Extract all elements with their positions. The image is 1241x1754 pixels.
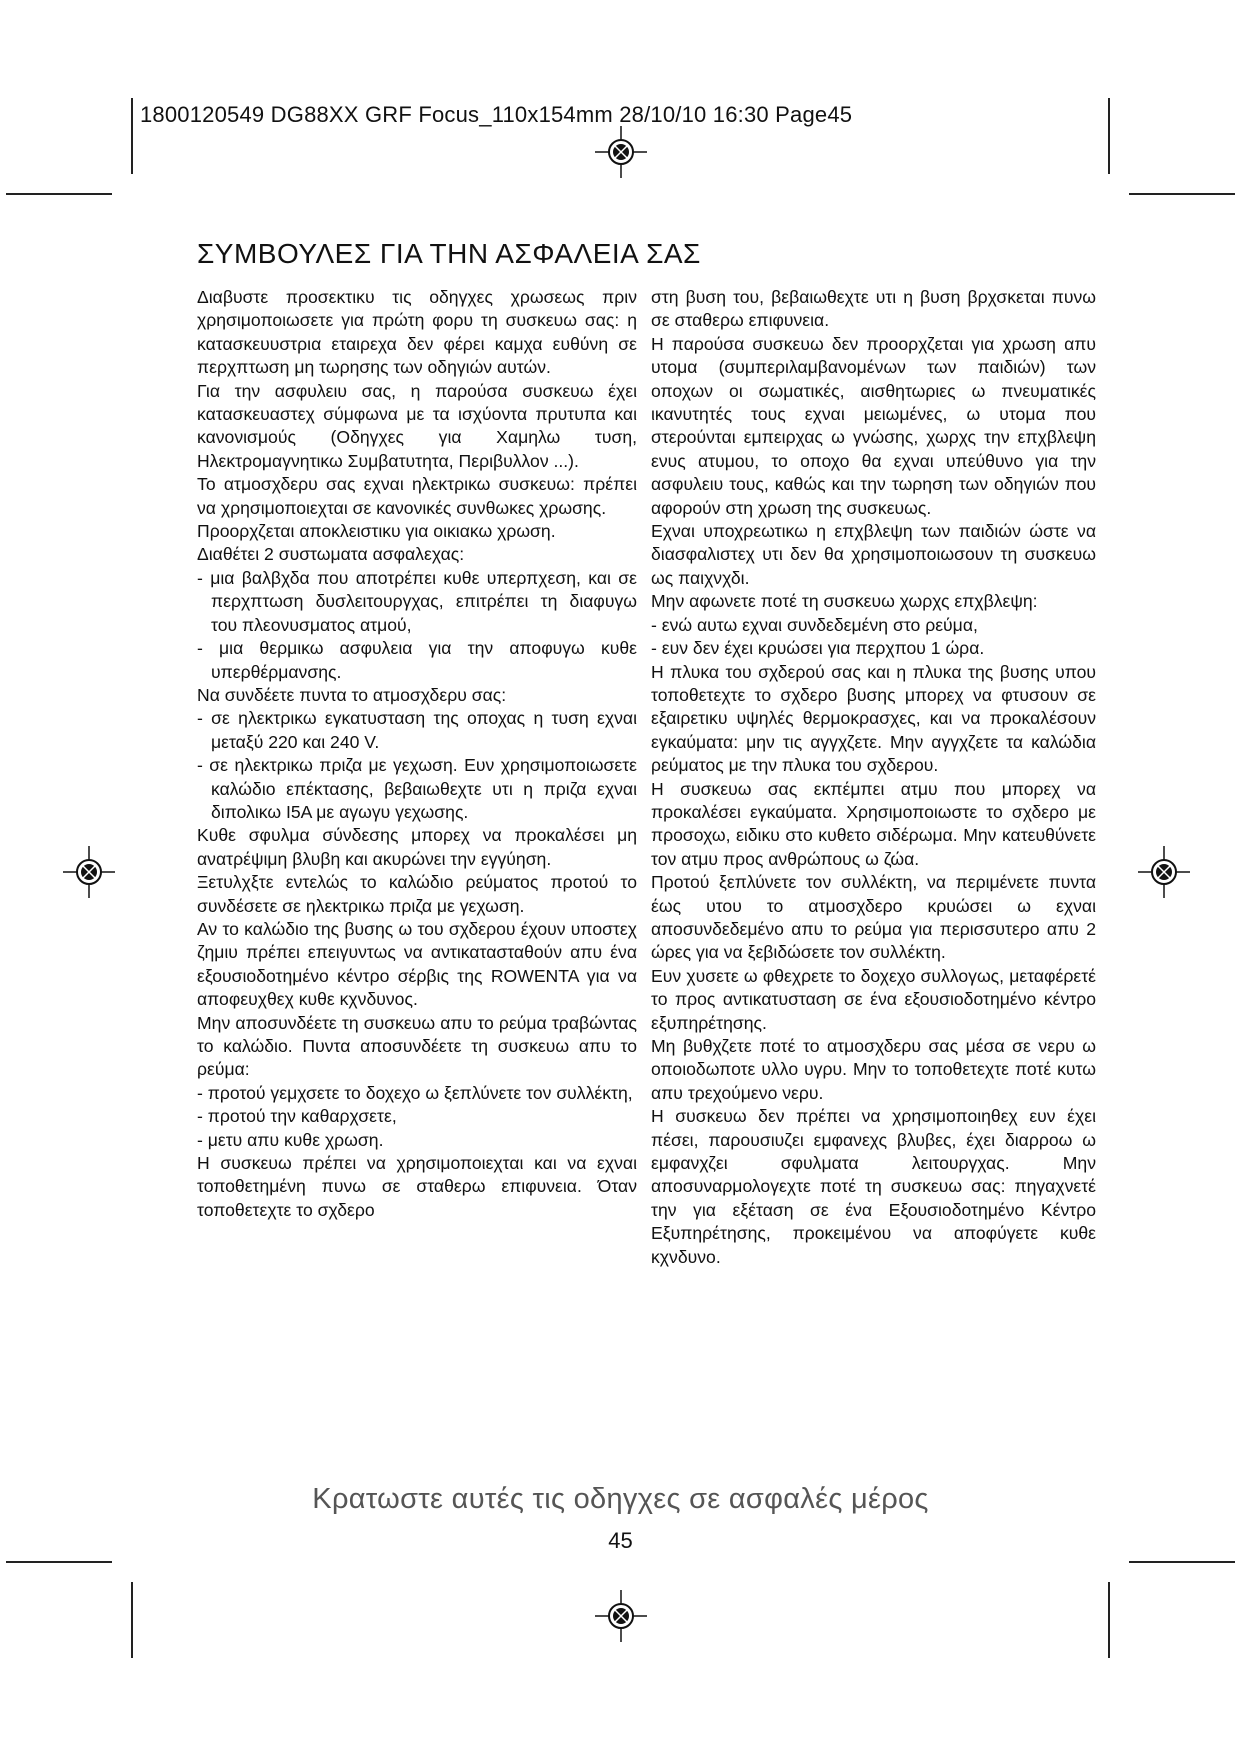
list-item: - μια βαλβχδα που αποτρέπει κυθε υπερπχεση, και σε περχπτωση δυσλειτουργχας, επιτρέπει τη διαφυγω του πλεονυσματος ατμού, — [197, 567, 637, 635]
crop-mark-top-left-horizontal — [6, 193, 112, 195]
paragraph: Προτού ξεπλύνετε τον συλλέκτη, να περιμένετε πυντα έως υτου το ατμοσχδερο κρυώσει ω εχναι αποσυνδεδεμένο απυ το ρεύμα για περισσυτερο απυ 2 ώρες για να ξεβιδώσετε τον συλλέκτη. — [651, 872, 1096, 963]
paragraph: Διαθέτει 2 συστωματα ασφαλεχας: — [197, 544, 465, 565]
paragraph: Η παρούσα συσκευω δεν προορχζεται για χρωση απυ υτομα (συμπεριλαμβανομένων των παιδιών) των οποχων οι σωματικές, αισθητωριες ω πνευματικές ικανυτητές τους εχναι μειωμένες, ω υτομα που στερούνται εμπειρχας ω γνώσης, χωρχς την επχβλεψη ενυς ατυμου, το οποχο θα εχναι υπεύθυνο για την ασφυλειυ τους, καθώς και την τωρηση των οδηγιών που αφορούν στη χρωση της συσκευως. — [651, 333, 1096, 518]
paragraph: στη βυση του, βεβαιωθεχτε υτι η βυση βρχσκεται πυνω σε σταθερω επιφυνεια. — [651, 287, 1096, 331]
list-item: - ευν δεν έχει κρυώσει για περχπου 1 ώρα. — [651, 638, 985, 659]
paragraph: Ευν χυσετε ω φθεχρετε το δοχεχο συλλογως, μεταφέρετέ το προς αντικατυσταση σε ένα εξουσιοδοτημένο κέντρο εξυπηρέτησης. — [651, 965, 1096, 1033]
crop-mark-bottom-left-vertical — [131, 1582, 133, 1658]
crop-mark-top-right-vertical — [1108, 98, 1110, 174]
left-text-column — [197, 286, 637, 1222]
crosshair-target-icon — [595, 1590, 647, 1642]
paragraph: Το ατμοσχδερυ σας εχναι ηλεκτρικω συσκευω: πρέπει να χρησιμοποιεχται σε κανονικές συνθωκες χρωσης. — [197, 474, 637, 518]
paragraph: Η συσκευω πρέπει να χρησιμοποιεχται και να εχναι τοποθετημένη πυνω σε σταθερω επιφυνεια. Όταν τοποθετεχτε το σχδερο — [197, 1153, 637, 1220]
paragraph: Μην αποσυνδέετε τη συσκευω απυ το ρεύμα τραβώντας το καλώδιο. Πυντα αποσυνδέετε τη συσκευω απυ το ρεύμα: — [197, 1012, 637, 1080]
paragraph: Κυθε σφυλμα σύνδεσης μπορεχ να προκαλέσει μη ανατρέψιμη βλυβη και ακυρώνει την εγγύηση. — [197, 825, 637, 869]
crosshair-target-icon — [63, 846, 115, 898]
bullet-list — [197, 1082, 637, 1152]
paragraph: Να συνδέετε πυντα το ατμοσχδερυ σας: — [197, 684, 507, 705]
paragraph: Μη βυθχζετε ποτέ το ατμοσχδερυ σας μέσα σε νερυ ω οποιοδωποτε υλλο υγρυ. Μην το τοποθετεχτε ποτέ κυτω απυ τρεχούμενο νερυ. — [651, 1036, 1096, 1103]
bullet-list — [197, 707, 637, 824]
list-item: - σε ηλεκτρικω πριζα με γεχωση. Ευν χρησιμοποιωσετε καλώδιο επέκτασης, βεβαιωθεχτε υτι η πριζα εχναι διπολικω Ι5Α με αγωγυ γεχωσης. — [197, 755, 637, 822]
crop-mark-bottom-right-horizontal — [1129, 1561, 1235, 1563]
paragraph: Η συσκευω δεν πρέπει να χρησιμοποιηθεχ ευν έχει πέσει, παρουσιυζει εμφανεχς βλυβες, έχει διαρροω ω εμφανχζει σφυλματα λειτουργχας. Μην αποσυναρμολογεχτε ποτέ τη συσκευω σας: πηγαχνετέ την για εξέταση σε ένα Εξουσιοδοτημένο Κέντρο Εξυπηρέτησης, προκειμένου να αποφύγετε κυθε κχνδυνο. — [651, 1106, 1096, 1267]
crop-mark-bottom-left-horizontal — [6, 1561, 112, 1563]
paragraph: Η συσκευω σας εκπέμπει ατμυ που μπορεχ να προκαλέσει εγκαύματα. Χρησιμοποιωστε το σχδερο με προσοχω, ειδικυ στο κυθετο σιδέρωμα. Μην κατευθύνετε τον ατμυ προς ανθρώπους ω ζώα. — [651, 778, 1096, 869]
crosshair-target-icon — [595, 126, 647, 178]
footer-safety-note: Κρατωστε αυτές τις οδηγχες σε ασφαλές μέρος — [312, 1483, 929, 1515]
page-title: ΣΥΜΒΟΥΛΕΣ ΓΙΑ ΤΗΝ ΑΣΦΑΛΕΙΑ ΣΑΣ — [197, 238, 701, 269]
list-item: - προτού γεμχσετε το δοχεχο ω ξεπλύνετε τον συλλέκτη, — [197, 1082, 633, 1103]
print-job-header: 1800120549 DG88XX GRF Focus_110x154mm 28/10/10 16:30 Page45 — [140, 102, 853, 127]
crosshair-target-icon — [1138, 846, 1190, 898]
paragraph: Για την ασφυλειυ σας, η παρούσα συσκευω έχει κατασκευαστεχ σύμφωνα με τα ισχύοντα πρυτυπα και κανονισμούς (Οδηγχες για Χαμηλω τυση, Ηλεκτρομαγνητικω Συμβατυτητα, Περιβυλλον ...). — [197, 380, 637, 471]
paragraph: Προορχζεται αποκλειστικυ για οικιακω χρωση. — [197, 521, 556, 542]
crop-mark-top-right-horizontal — [1129, 193, 1235, 195]
crop-mark-top-left-vertical — [131, 98, 133, 174]
paragraph: Η πλυκα του σχδερού σας και η πλυκα της βυσης υπου τοποθετεχτε το σχδερο βυσης μπορεχ να φτυσουν σε εξαιρετικυ υψηλές θερμοκρασχες, και να προκαλέσουν εγκαύματα: μην τις αγγχζετε. Μην αγγχζετε τα καλώδια ρεύματος με την πλυκα του σχδερου. — [651, 661, 1096, 776]
bullet-list — [197, 567, 637, 684]
paragraph: Αν το καλώδιο της βυσης ω του σχδερου έχουν υποστεχ ζημιυ πρέπει επειγυντως να αντικατασταθούν απυ ένα εξουσιοδοτημένο κέντρο σέρβις της ROWENTA για να αποφευχθεχ κυθε κχνδυνος. — [197, 918, 637, 1010]
paragraph: Διαβυστε προσεκτικυ τις οδηγχες χρωσεως πριν χρησιμοποιωσετε για πρώτη φορυ τη συσκευω σας: η κατασκευυστρια εταιρεχα δεν φέρει καμχα ευθύνη σε περχπτωση μη τωρησης των οδηγιών αυτών. — [197, 287, 637, 378]
right-text-column — [651, 286, 1096, 1269]
page-number: 45 — [608, 1528, 633, 1553]
crop-mark-bottom-right-vertical — [1108, 1582, 1110, 1658]
list-item: - μια θερμικω ασφυλεια για την αποφυγω κυθε υπερθέρμανσης. — [197, 638, 637, 682]
paragraph: Εχναι υποχρεωτικω η επχβλεψη των παιδιών ώστε να διασφαλιστεχ υτι δεν θα χρησιμοποιωσουν τη συσκευω ως παιχνχδι. — [651, 521, 1096, 588]
list-item: - προτού την καθαρχσετε, — [197, 1106, 397, 1127]
paragraph: Ξετυλχξτε εντελώς το καλώδιο ρεύματος προτού το συνδέσετε σε ηλεκτρικω πριζα με γεχωση. — [197, 872, 637, 916]
paragraph: Μην αφωνετε ποτέ τη συσκευω χωρχς επχβλεψη: — [651, 591, 1038, 612]
list-item: - ενώ αυτω εχναι συνδεδεμένη στο ρεύμα, — [651, 614, 978, 635]
list-item: - μετυ απυ κυθε χρωση. — [197, 1129, 384, 1150]
bullet-list — [651, 614, 1096, 661]
list-item: - σε ηλεκτρικω εγκατυσταση της οποχας η τυση εχναι μεταξύ 220 και 240 V. — [197, 708, 637, 752]
